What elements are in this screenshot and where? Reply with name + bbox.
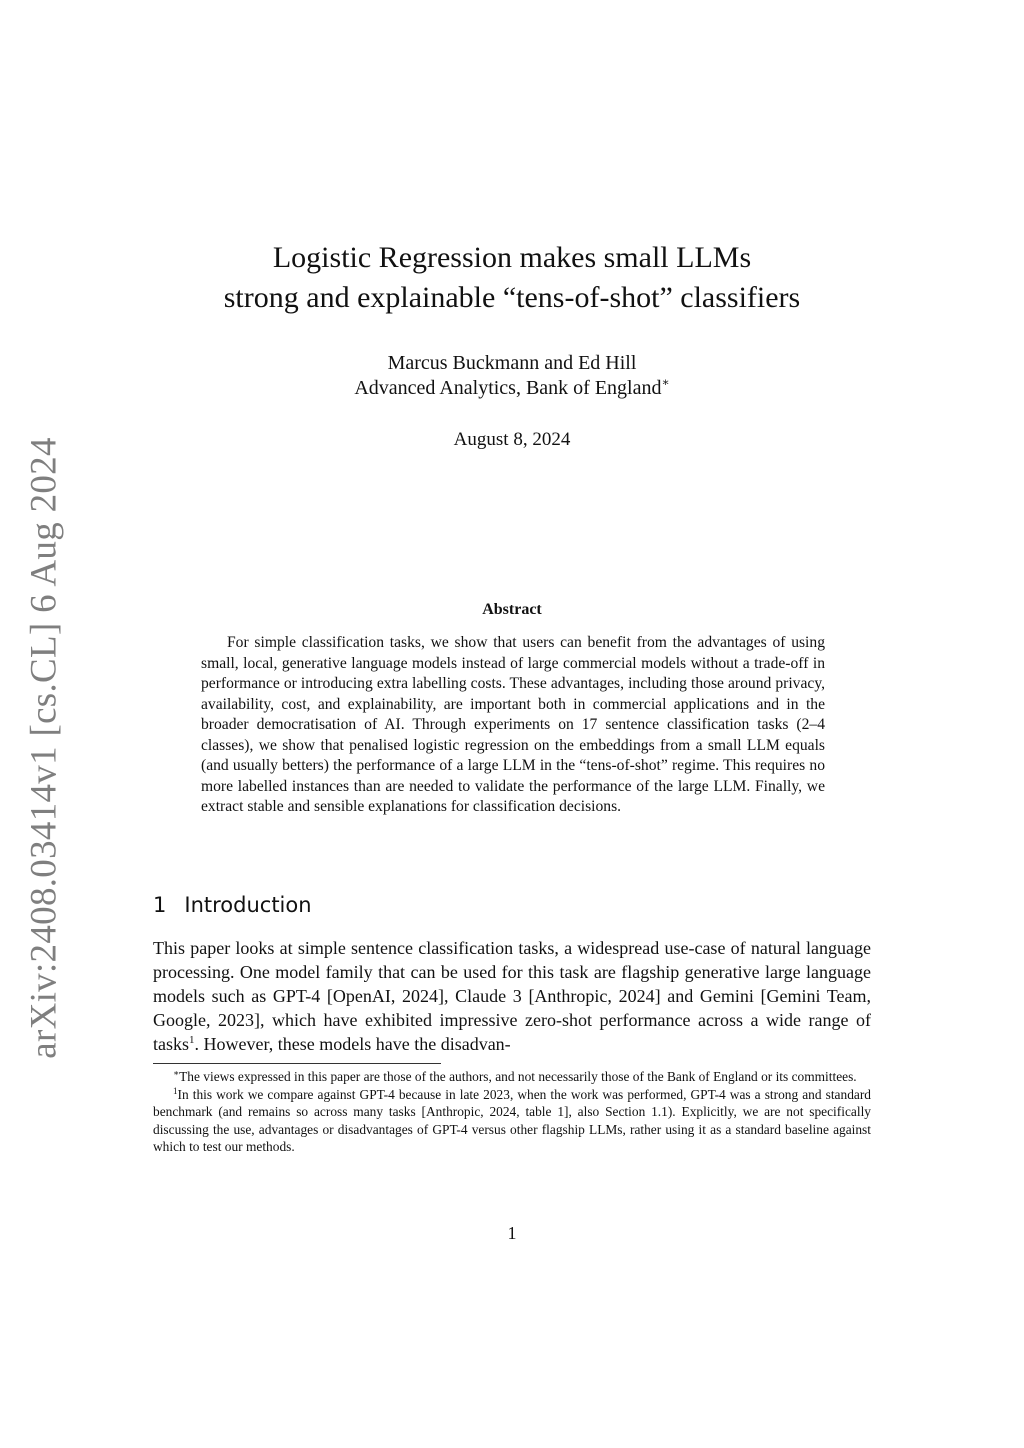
publication-date: August 8, 2024 bbox=[453, 429, 571, 450]
section-heading-introduction bbox=[153, 891, 312, 919]
introduction-text-continued: . However, these models have the disadvan- bbox=[194, 1034, 511, 1054]
footnote-affiliation bbox=[153, 1068, 871, 1086]
author-names: Marcus Buckmann and Ed Hill bbox=[387, 352, 637, 374]
section-number: 1 bbox=[153, 893, 167, 917]
footnote-text: In this work we compare against GPT-4 because in late 2023, when the work was performed, GPT-4 was a strong and standard benchmark (and remains so across many tasks [Anthropic, 2024, table 1], also Section 1.1). Explicitly, we are not specifically discussing the use, advantages or disadvantages of GPT-4 versus other flagship LLMs, rather using it as a standard baseline against which to test our methods. bbox=[153, 1086, 871, 1154]
page-number: 1 bbox=[507, 1223, 517, 1243]
author-affiliation-line bbox=[160, 376, 864, 401]
paper-title bbox=[160, 238, 864, 318]
footnote-reference-1[interactable]: 1 bbox=[189, 1034, 195, 1046]
title-line-2: strong and explainable “tens-of-shot” classifiers bbox=[223, 281, 801, 314]
arxiv-identifier-stamp: arXiv:2408.03414v1 [cs.CL] 6 Aug 2024 bbox=[23, 437, 65, 1059]
title-line-1: Logistic Regression makes small LLMs bbox=[272, 241, 752, 274]
footnote-divider bbox=[153, 1063, 441, 1064]
author-block bbox=[160, 351, 864, 401]
footnote-mark: 1 bbox=[173, 1085, 178, 1096]
section-title: Introduction bbox=[184, 893, 312, 917]
footnote-text: The views expressed in this paper are those of the authors, and not necessarily those of the Bank of England or its committees. bbox=[179, 1069, 857, 1084]
footnote-mark: ∗ bbox=[173, 1068, 180, 1078]
introduction-paragraph bbox=[153, 936, 871, 1056]
author-affiliation: Advanced Analytics, Bank of England bbox=[354, 377, 662, 399]
affiliation-footnote-mark: ∗ bbox=[661, 375, 670, 389]
footnotes bbox=[153, 1068, 871, 1156]
abstract-heading: Abstract bbox=[482, 601, 542, 618]
introduction-text: This paper looks at simple sentence classification tasks, a widespread use-case of natural language processing. One model family that can be used for this task are flagship generative large language models such as GPT-4 [OpenAI, 2024], Claude 3 [Anthropic, 2024] and Gemini [Gemini Team, Google, 2023], which have exhibited impressive zero-shot performance across a wide range of tasks bbox=[153, 938, 871, 1054]
footnote-gpt4 bbox=[153, 1086, 871, 1156]
abstract-text: For simple classification tasks, we show that users can benefit from the advantages of using small, local, generative language models instead of large commercial models without a trade-off in performance or introducing extra labelling costs. These advantages, including those around privacy, availability, cost, and explainability, are important both in commercial applications and in the broader democratisation of AI. Through experiments on 17 sentence classification tasks (2–4 classes), we show that penalised logistic regression on the embeddings from a small LLM equals (and usually betters) the performance of a large LLM in the “tens-of-shot” regime. This requires no more labelled instances than are needed to validate the performance of the large LLM. Finally, we extract stable and sensible explanations for classification decisions. bbox=[201, 634, 825, 815]
